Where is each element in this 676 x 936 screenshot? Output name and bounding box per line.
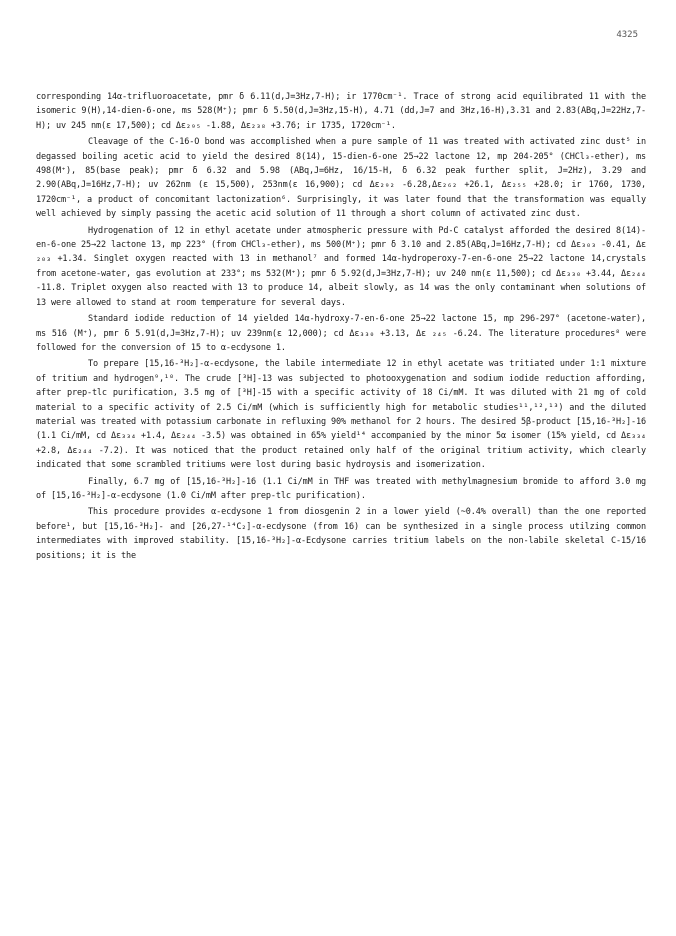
paragraph-4: Standard iodide reduction of 14 yielded 14α-hydroxy-7-en-6-one 25→22 lactone 15, mp 296-297° (acetone-water), ms 516 (M⁺), pmr δ 5.91(d,J=3Hz,7-H); uv 239nm(ε 12,000); cd Δε₃₃₀ +3.13, Δε ₂₄₅ -6.24. The literature procedures⁸ were followed for the conversion of 15 to α-ecdysone 1. (36, 314, 646, 353)
paragraph-7: This procedure provides α-ecdysone 1 from diosgenin 2 in a lower yield (~0.4% overall) than the one reported before¹, but [15,16-³H₂]- and [26,27-¹⁴C₂]-α-ecdysone (from 16) can be synthesized in a single process utilzing common intermediates with improved stability. [15,16-³H₂]-α-Ecdysone carries tritium labels on the non-labile skeletal C-15/16 positions; it is the (36, 507, 646, 561)
paragraph-6: Finally, 6.7 mg of [15,16-³H₂]-16 (1.1 Ci/mM in THF was treated with methylmagnesium bromide to afford 3.0 mg of [15,16-³H₂]-α-ecdysone (1.0 Ci/mM after prep-tlc purification). (36, 476, 646, 501)
paragraph-1: corresponding 14α-trifluoroacetate, pmr δ 6.11(d,J=3Hz,7-H); ir 1770cm⁻¹. Trace of strong acid equilibrated 11 with the isomeric 9(H),14-dien-6-one, ms 528(M⁺); pmr δ 5.50(d,J=3Hz,15-H), 4.71 (dd,J=7 and 3Hz,16-H),3.31 and 2.83(ABq,J=22Hz,7-H); uv 245 nm(ε 17,500); cd Δε₂₉₅ -1.88, Δε₂₃₈ +3.76; ir 1735, 1720cm⁻¹. (36, 92, 646, 131)
paragraph-2: Cleavage of the C-16-O bond was accomplished when a pure sample of 11 was treated with activated zinc dust⁵ in degassed boiling acetic acid to yield the desired 8(14), 15-dien-6-one 25→22 lactone 12, mp 204-205° (CHCl₃-ether), ms 498(M⁺), 85(base peak); pmr δ 6.32 and 5.98 (ABq,J=6Hz, 16/15-H, δ 6.32 peak further split, J=2Hz), 3.29 and 2.90(ABq,J=16Hz,7-H); uv 262nm (ε 15,500), 253nm(ε 16,900); cd Δε₂₉₂ -6.28,Δε₂₆₂ +26.1, Δε₂₅₅ +28.0; ir 1760, 1730, 1720cm⁻¹, a product of concomitant lactonization⁶. Surprisingly, it was later found that the transformation was equally well achieved by simply passing the acetic acid solution of 11 through a short column of activated zinc dust. (36, 137, 646, 220)
paragraph-3: Hydrogenation of 12 in ethyl acetate under atmospheric pressure with Pd-C catalyst afforded the desired 8(14)-en-6-one 25→22 lactone 13, mp 223° (from CHCl₃-ether), ms 500(M⁺); pmr δ 3.10 and 2.85(ABq,J=16Hz,7-H); cd Δε₃₀₃ -0.41, Δε ₂₀₃ +1.34. Singlet oxygen reacted with 13 in methanol⁷ and formed 14α-hydroperoxy-7-en-6-one 25→22 lactone 14,crystals from acetone-water, gas evolution at 233°; ms 532(M⁺); pmr δ 5.92(d,J=3Hz,7-H); uv 240 nm(ε 11,500); cd Δε₃₃₀ +3.44, Δε₂₄₄ -11.8. Triplet oxygen also reacted with 13 to produce 14, albeit slowly, as 14 was the only contaminant when solutions of 13 were allowed to stand at room temperature for several days. (36, 225, 646, 308)
page-number: 4325 (616, 30, 638, 40)
paragraph-5: To prepare [15,16-³H₂]-α-ecdysone, the labile intermediate 12 in ethyl acetate was tritiated under 1:1 mixture of tritium and hydrogen⁹,¹⁰. The crude [³H]-13 was subjected to photooxygenation and sodium iodide reduction affording, after prep-tlc purification, 3.5 mg of [³H]-15 with a specific activity of 18 Ci/mM. It was diluted with 21 mg of cold material to a specific activity of 2.5 Ci/mM (which is sufficiently high for metabolic studies¹¹,¹²,¹³) and the diluted material was treated with potassium carbonate in refluxing 90% methanol for 2 hours. The desired 5β-product [15,16-³H₂]-16 (1.1 Ci/mM, cd Δε₃₃₄ +1.4, Δε₂₄₄ -3.5) was obtained in 65% yield¹⁴ accompanied by the minor 5α isomer (15% yield, cd Δε₃₃₄ +2.8, Δε₂₄₄ -7.2). It was noticed that the product retained only half of the original tritium activity, which clearly indicated that some scrambled tritiums were lost during basic hydroysis and isomerization. (36, 359, 646, 471)
body-text (36, 90, 646, 565)
